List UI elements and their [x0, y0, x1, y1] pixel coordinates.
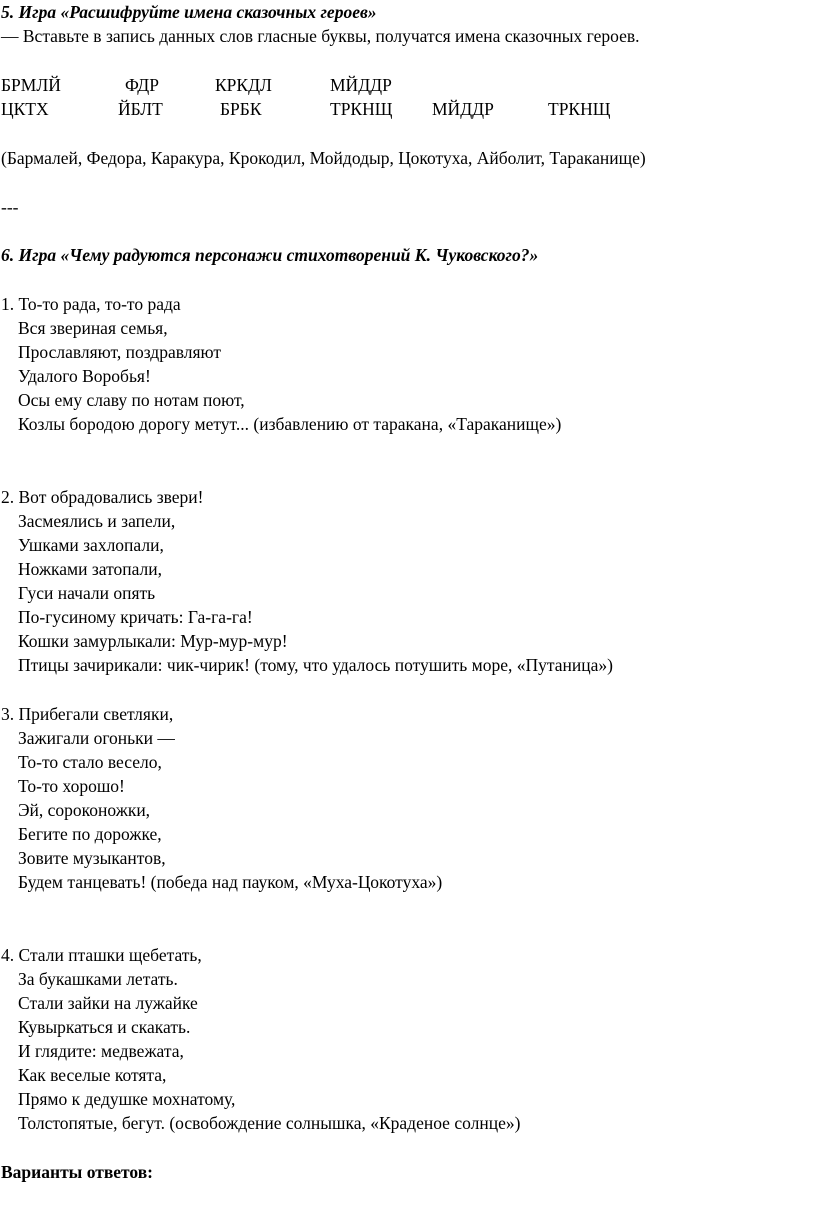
poem-line: Удалого Воробья!: [18, 366, 151, 386]
answers-heading: Варианты ответов:: [1, 1162, 153, 1182]
poem-line: Зовите музыкантов,: [18, 848, 166, 868]
poem-line: Ножками затопали,: [18, 559, 163, 579]
poem-line: Толстопятые, бегут. (освобождение солнышка, «Краденое солнце»): [18, 1113, 521, 1133]
poem-line: 1. То-то рада, то-то рада: [1, 294, 181, 314]
poem-line: Как веселые котята,: [18, 1065, 167, 1085]
poem-line: То-то стало весело,: [18, 752, 162, 772]
poem-line: И глядите: медвежата,: [18, 1041, 184, 1061]
poem-line: Осы ему славу по нотам поют,: [18, 390, 245, 410]
encoded-name: ЦКТХ: [1, 99, 49, 119]
encoded-name: МЙДДР: [432, 99, 494, 119]
poem-line: Кошки замурлыкали: Мур-мур-мур!: [18, 631, 288, 651]
separator: ---: [1, 197, 19, 217]
game5-answers: (Бармалей, Федора, Каракура, Крокодил, Мойдодыр, Цокотуха, Айболит, Тараканище): [1, 148, 646, 168]
poem-line: Прямо к дедушке мохнатому,: [18, 1089, 236, 1109]
encoded-name: БРБК: [220, 99, 262, 119]
poem-line: То-то хорошо!: [18, 776, 125, 796]
game5-instruction: — Вставьте в запись данных слов гласные буквы, получатся имена сказочных героев.: [1, 26, 640, 46]
poem-line: Гуси начали опять: [18, 583, 156, 603]
poem-line: Кувыркаться и скакать.: [18, 1017, 191, 1037]
poem-line: Птицы зачирикали: чик-чирик! (тому, что удалось потушить море, «Путаница»): [18, 655, 613, 675]
encoded-name: МЙДДР: [330, 75, 392, 95]
encoded-name: КРКДЛ: [215, 75, 272, 95]
poem-line: Эй, сороконожки,: [18, 800, 151, 820]
encoded-name: ЙБЛТ: [118, 99, 163, 119]
game5-title: 5. Игра «Расшифруйте имена сказочных героев»: [1, 2, 377, 22]
poem-line: Прославляют, поздравляют: [18, 342, 222, 362]
encoded-name: БРМЛЙ: [1, 75, 61, 95]
poem-line: Бегите по дорожке,: [18, 824, 162, 844]
poem-line: Будем танцевать! (победа над пауком, «Муха-Цокотуха»): [18, 872, 443, 892]
poem-line: Стали зайки на лужайке: [18, 993, 198, 1013]
game6-title: 6. Игра «Чему радуются персонажи стихотворений К. Чуковского?»: [1, 245, 539, 265]
encoded-name: ТРКНЩ: [548, 99, 611, 119]
poem-line: 4. Стали пташки щебетать,: [1, 945, 202, 965]
encoded-name: ТРКНЩ: [330, 99, 393, 119]
poem-line: По-гусиному кричать: Га-га-га!: [18, 607, 253, 627]
poem-line: Зажигали огоньки —: [18, 728, 175, 748]
poem-line: Засмеялись и запели,: [18, 511, 176, 531]
poem-line: 3. Прибегали светляки,: [1, 704, 174, 724]
encoded-name: ФДР: [125, 75, 159, 95]
poem-line: За букашками летать.: [18, 969, 178, 989]
poem-line: 2. Вот обрадовались звери!: [1, 487, 204, 507]
poem-line: Вся звериная семья,: [18, 318, 168, 338]
poem-line: Козлы бородою дорогу метут... (избавлению от таракана, «Тараканище»): [18, 414, 562, 434]
poem-line: Ушками захлопали,: [18, 535, 164, 555]
